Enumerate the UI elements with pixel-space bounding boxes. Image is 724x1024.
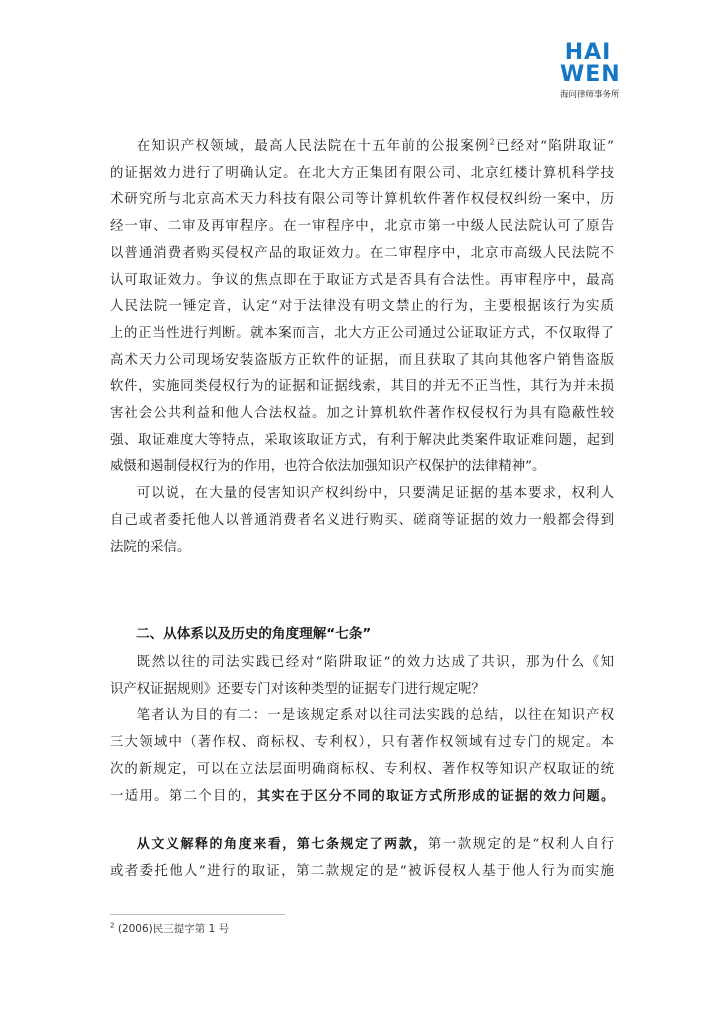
- footnote-number: 2: [110, 921, 115, 930]
- text-line: 害社会公共利益和他人合法权益。加之计算机软件著作权侵权行为具有隐蔽性较: [110, 406, 614, 422]
- section-heading: 二、从体系以及历史的角度理解“七条”: [136, 626, 372, 642]
- text-line: 可以说，在大量的侵害知识产权纠纷中，只要满足证据的基本要求，权利人: [136, 486, 614, 502]
- footnote-reference[interactable]: 2: [489, 137, 495, 147]
- text-line: 法院的采信。: [110, 539, 191, 555]
- paragraph-2: [110, 481, 614, 561]
- logo-line-1: HAI: [564, 40, 612, 65]
- text-line: 高术天力公司现场安装盗版方正软件的证据，而且获取了其向其他客户销售盗版: [110, 352, 614, 368]
- text-line: 一适用。第二个目的，其实在于区分不同的取证方式所形成的证据的效力问题。: [110, 788, 614, 804]
- text-line: 三大领域中（著作权、商标权、专利权），只有著作权领域有过专门的规定。本: [110, 735, 614, 751]
- paragraph-1: [110, 134, 614, 481]
- paragraph-5: [110, 832, 614, 885]
- text-line: 上的正当性进行判断。就本案而言，北大方正公司通过公证取证方式，不仅取得了: [110, 325, 614, 341]
- text-line: 以普通消费者购买侵权产品的取证效力。在二审程序中，北京市高级人民法院不: [110, 245, 614, 261]
- text-line: 威慑和遏制侵权行为的作用，也符合依法加强知识产权保护的法律精神”。: [110, 459, 546, 475]
- text-line: 认可取证效力。争议的焦点即在于取证方式是否具有合法性。再审程序中，最高: [110, 272, 614, 288]
- text-line: 术研究所与北京高术天力科技有限公司等计算机软件著作权侵权纠纷一案中，历: [110, 192, 614, 208]
- logo-line-2: WEN: [560, 62, 621, 87]
- text-line: 笔者认为目的有二：一是该规定系对以往司法实践的总结，以往在知识产权: [136, 708, 614, 724]
- footnote: [110, 921, 229, 936]
- text-line: 识产权证据规则》还要专门对该种类型的证据专门进行规定呢？: [110, 681, 485, 697]
- document-body: [110, 134, 614, 561]
- emphasis-text: 从文义解释的角度来看，第七条规定了两款，: [136, 837, 428, 853]
- text-line: 软件，实施同类侵权行为的证据和证据线索，其目的并无不正当性，其行为并未损: [110, 379, 614, 395]
- emphasis-text: 其实在于区分不同的取证方式所形成的证据的效力问题。: [257, 788, 614, 804]
- text-line: 人民法院一锤定音，认定“对于法律没有明文禁止的行为，主要根据该行为实质: [110, 299, 614, 315]
- text-line: 从文义解释的角度来看，第七条规定了两款，第一款规定的是“权利人自行: [136, 837, 614, 853]
- text-line: 自己或者委托他人以普通消费者名义进行购买、磋商等证据的效力一般都会得到: [110, 512, 614, 528]
- text-line: 强、取证难度大等特点，采取该取证方式，有利于解决此类案件取证难问题，起到: [110, 432, 614, 448]
- text-line: 次的新规定，可以在立法层面明确商标权、专利权、著作权等知识产权取证的统: [110, 761, 614, 777]
- text-line: 经一审、二审及再审程序。在一审程序中，北京市第一中级人民法院认可了原告: [110, 219, 614, 235]
- paragraph-3: [110, 650, 614, 703]
- footnote-text: (2006)民三提字第 1 号: [117, 923, 230, 935]
- logo-subtitle: 海问律师事务所: [560, 90, 620, 100]
- text-line: 既然以往的司法实践已经对“陷阱取证”的效力达成了共识，那为什么《知: [136, 655, 614, 670]
- paragraph-4: [110, 703, 614, 810]
- footnote-divider: [110, 914, 285, 915]
- document-body-2: [110, 650, 614, 886]
- text-line: 或者委托他人”进行的取证，第二款规定的是“被诉侵权人基于他人行为而实施: [110, 863, 614, 879]
- text-line: 的证据效力进行了明确认定。在北大方正集团有限公司、北京红楼计算机科学技: [110, 165, 614, 181]
- text-line: 在知识产权领域，最高人民法院在十五年前的公报案例$^2$已经对“陷阱取证”: [136, 137, 614, 154]
- haiwen-logo: [560, 40, 621, 100]
